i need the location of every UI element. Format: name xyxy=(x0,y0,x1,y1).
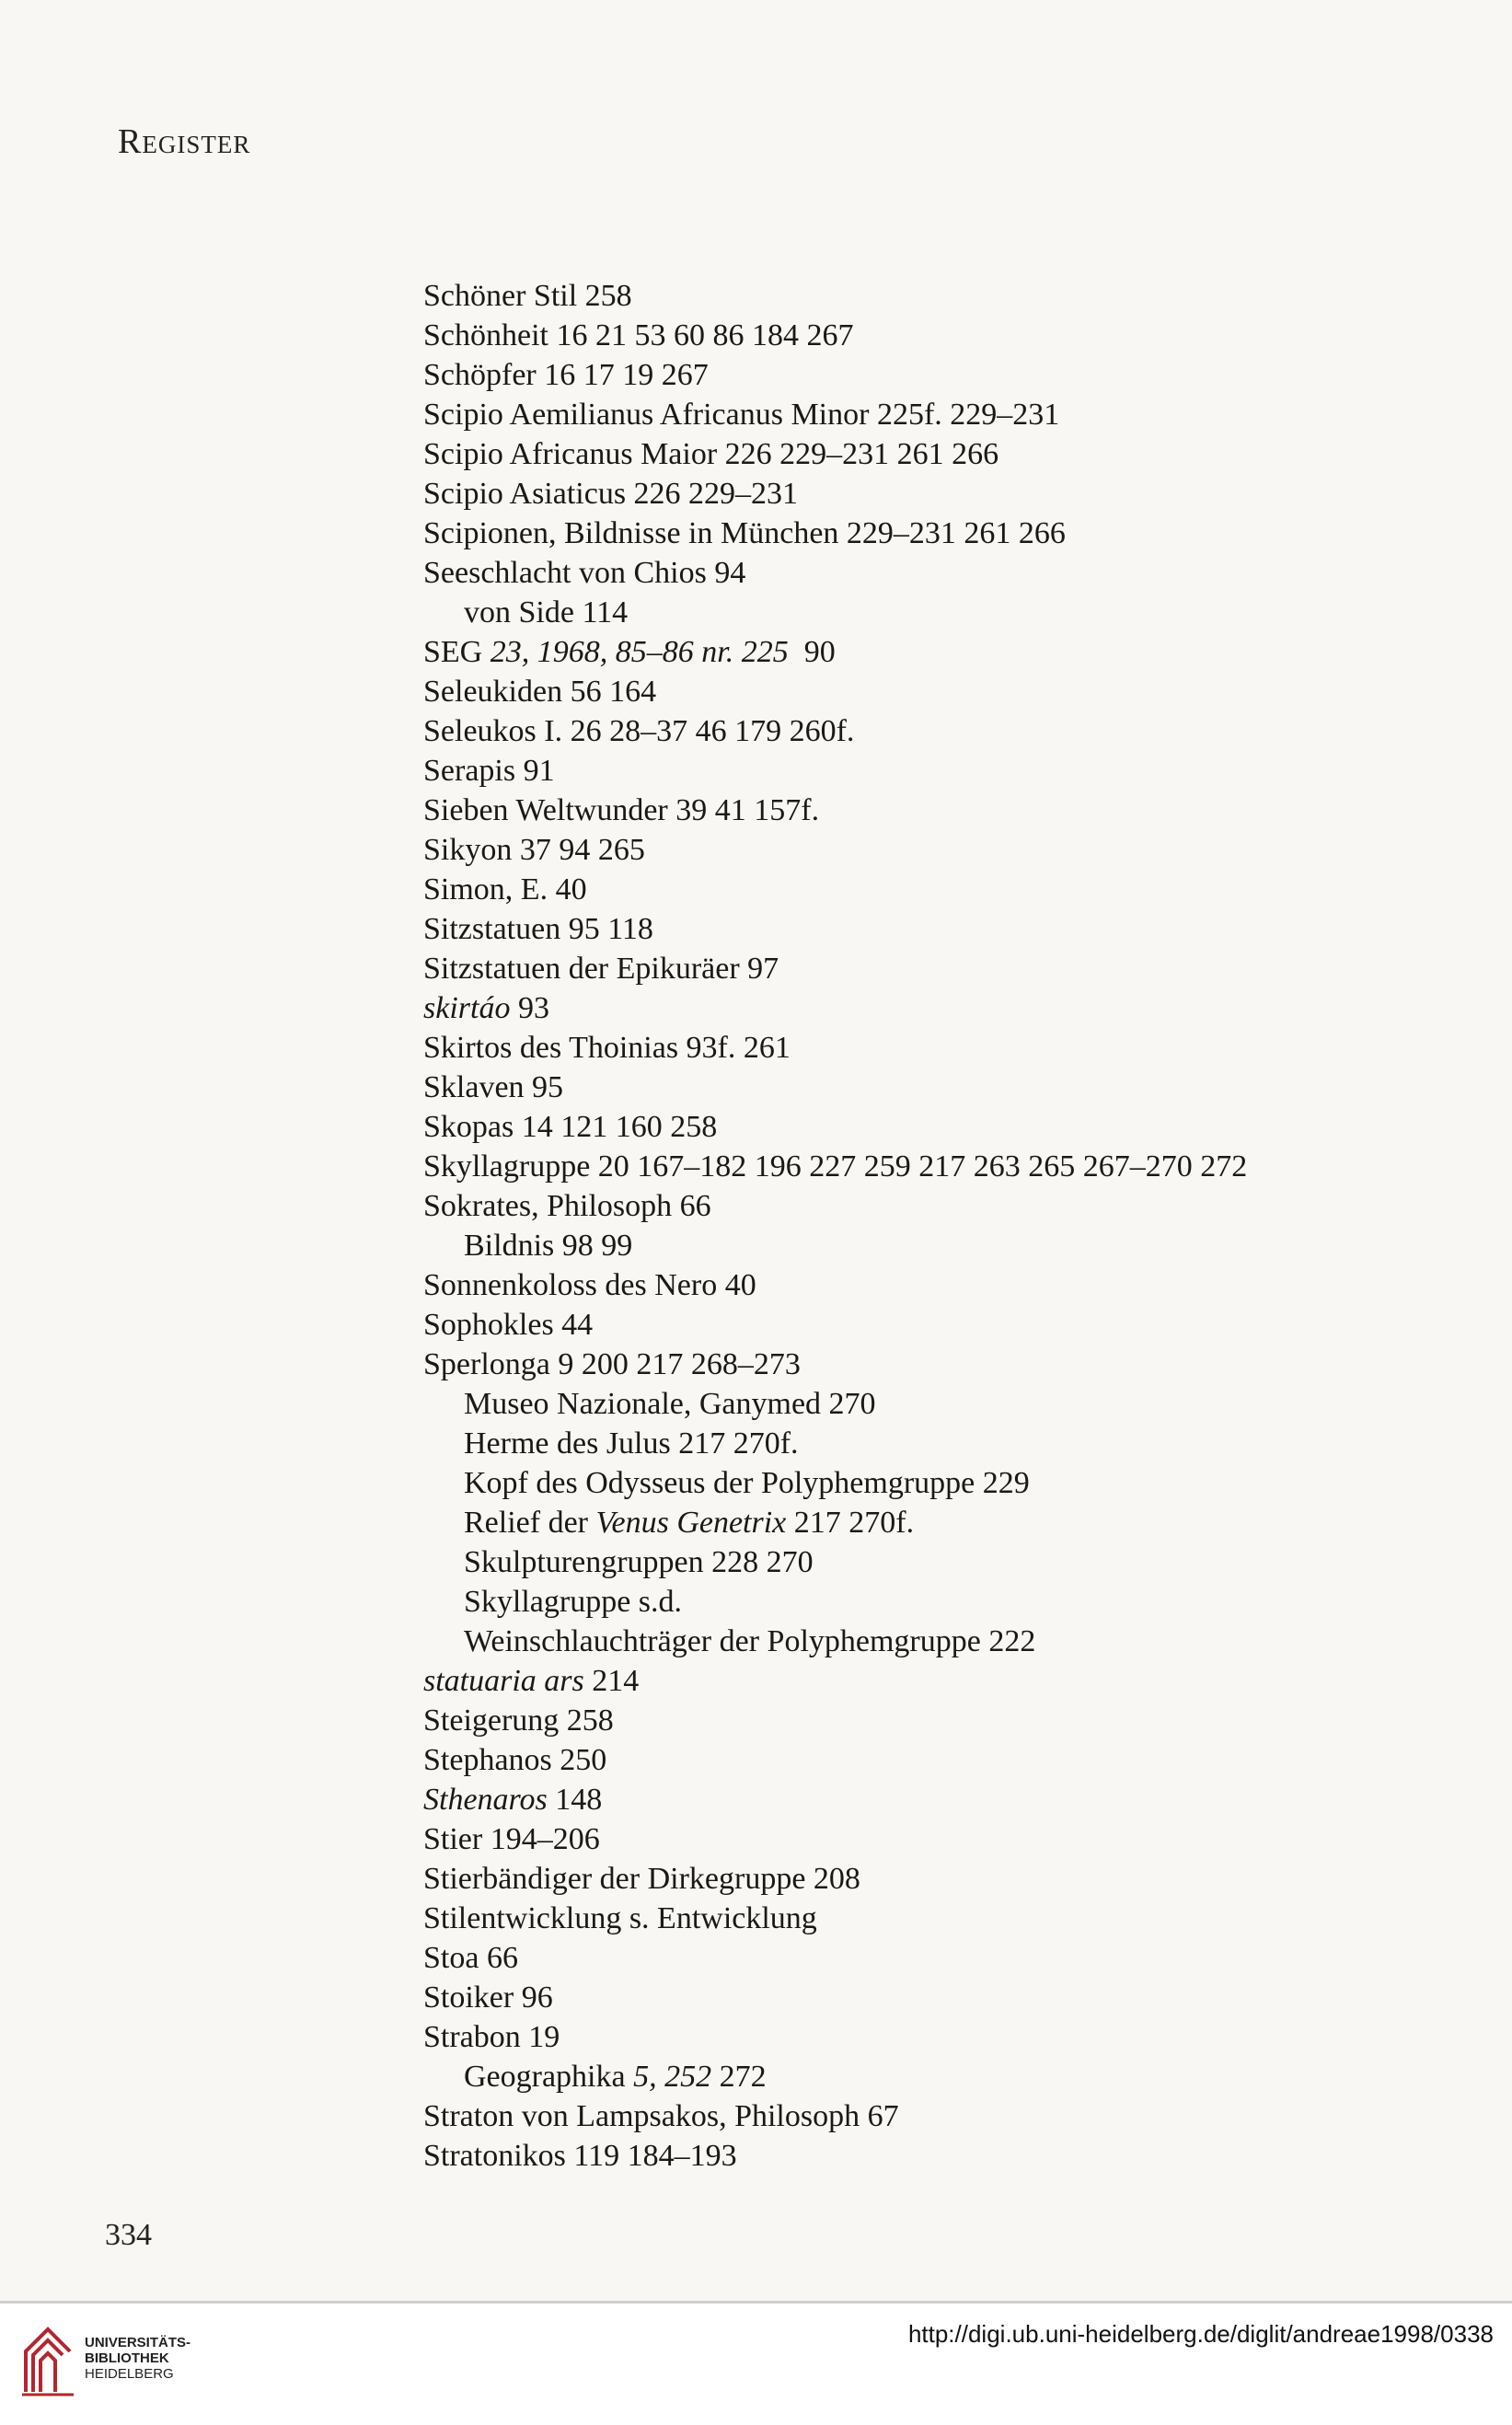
register-entry xyxy=(423,830,1436,870)
register-subentry xyxy=(423,1384,1436,1424)
entry-text: Sophokles 44 xyxy=(423,1308,594,1342)
entry-text: von Side 114 xyxy=(464,595,629,629)
register-entry xyxy=(423,672,1436,711)
library-name-line-3: HEIDELBERG xyxy=(85,2366,174,2382)
entry-text: Skulpturengruppen 228 270 xyxy=(464,1545,814,1579)
entry-text: Seleukiden 56 164 xyxy=(423,675,657,709)
entry-text: Stoa 66 xyxy=(423,1941,518,1975)
register-subentry xyxy=(423,593,1436,632)
entry-text: Strabon 19 xyxy=(423,2020,560,2054)
register-entry xyxy=(423,1068,1436,1107)
register-entry xyxy=(423,1859,1436,1899)
source-url-link[interactable]: http://digi.ub.uni-heidelberg.de/diglit/andreae1998/0338 xyxy=(907,2320,1494,2348)
register-subentry xyxy=(423,1463,1436,1503)
entry-references: 214 xyxy=(583,1664,640,1698)
entry-text: Weinschlauchträger der Polyphemgruppe 222 xyxy=(464,1624,1036,1658)
register-entry xyxy=(423,870,1436,909)
entry-text: Schöpfer 16 17 19 267 xyxy=(423,358,709,392)
entry-text: Sieben Weltwunder 39 41 157f. xyxy=(423,793,820,827)
entry-text: SEG xyxy=(423,635,491,669)
entry-text: Relief der xyxy=(464,1506,596,1540)
register-entry xyxy=(423,276,1436,316)
entry-references: 148 xyxy=(547,1783,603,1817)
register-entry xyxy=(423,711,1436,751)
entry-text: Skirtos des Thoinias 93f. 261 xyxy=(423,1031,791,1065)
entry-text: Sitzstatuen der Epikuräer 97 xyxy=(423,952,779,986)
register-entry xyxy=(423,1305,1436,1345)
entry-text: Seleukos I. 26 28–37 46 179 260f. xyxy=(423,714,855,748)
library-name-line-2: BIBLIOTHEK xyxy=(85,2350,169,2366)
entry-text: Stratonikos 119 184–193 xyxy=(423,2139,737,2173)
entry-text: Scipio Aemilianus Africanus Minor 225f. 229–231 xyxy=(423,398,1060,432)
entry-text: Sonnenkoloss des Nero 40 xyxy=(423,1268,756,1302)
entry-text: Geographika xyxy=(464,2060,634,2094)
entry-text: Sikyon 37 94 265 xyxy=(423,833,645,867)
entry-text: Stierbändiger der Dirkegruppe 208 xyxy=(423,1862,860,1896)
entry-text: Scipio Asiaticus 226 229–231 xyxy=(423,477,799,511)
register-subentry xyxy=(423,1226,1436,1265)
register-entry xyxy=(423,1701,1436,1740)
register-entry xyxy=(423,553,1436,593)
entry-text: Simon, E. 40 xyxy=(423,872,587,906)
library-name xyxy=(85,2335,190,2382)
entry-text: Skyllagruppe s.d. xyxy=(464,1585,683,1619)
register-entry xyxy=(423,791,1436,830)
register-subentry xyxy=(423,1542,1436,1582)
register-entry xyxy=(423,988,1436,1028)
entry-italic-text: 5, 252 xyxy=(633,2060,712,2094)
library-name-line-1: UNIVERSITÄTS- xyxy=(85,2335,191,2350)
entry-text: Sklaven 95 xyxy=(423,1070,564,1104)
entry-text: Herme des Julus 217 270f. xyxy=(464,1426,799,1461)
entry-italic-text: statuaria ars xyxy=(423,1664,584,1698)
entry-text: Stoiker 96 xyxy=(423,1980,553,2015)
entry-text: Sokrates, Philosoph 66 xyxy=(423,1189,711,1223)
entry-references: 90 xyxy=(788,635,836,669)
register-entry xyxy=(423,2136,1436,2176)
register-entry xyxy=(423,2017,1436,2057)
register-entry xyxy=(423,949,1436,988)
entry-italic-text: skirtáo xyxy=(423,991,511,1025)
entry-text: Straton von Lampsakos, Philosoph 67 xyxy=(423,2099,899,2133)
entry-italic-text: 23, 1968, 85–86 nr. 225 xyxy=(490,635,789,669)
register-entry xyxy=(423,316,1436,355)
register-entry xyxy=(423,1819,1436,1859)
entry-references: 217 270f. xyxy=(786,1506,915,1540)
register-entry xyxy=(423,632,1436,672)
entry-text: Steigerung 258 xyxy=(423,1703,614,1738)
entry-text: Schöner Stil 258 xyxy=(423,279,632,313)
register-entry xyxy=(423,1899,1436,1938)
register-entry xyxy=(423,1186,1436,1226)
register-entry xyxy=(423,1107,1436,1147)
register-entry xyxy=(423,514,1436,553)
register-entry xyxy=(423,1938,1436,1978)
register-entry xyxy=(423,1345,1436,1384)
register-entry xyxy=(423,474,1436,514)
digitization-footer xyxy=(0,2301,1512,2425)
page-number: 334 xyxy=(105,2218,152,2252)
entry-text: Skyllagruppe 20 167–182 196 227 259 217 263 265 267–270 272 xyxy=(423,1149,1248,1184)
register-entry xyxy=(423,1028,1436,1068)
register-entry xyxy=(423,434,1436,474)
entry-text: Scipio Africanus Maior 226 229–231 261 266 xyxy=(423,437,999,471)
register-subentry xyxy=(423,1424,1436,1463)
entry-text: Museo Nazionale, Ganymed 270 xyxy=(464,1387,876,1421)
register-subentry xyxy=(423,2057,1436,2096)
entry-text: Sperlonga 9 200 217 268–273 xyxy=(423,1347,801,1381)
register-entry xyxy=(423,1265,1436,1305)
entry-text: Bildnis 98 99 xyxy=(464,1229,633,1263)
entry-italic-text: Venus Genetrix xyxy=(595,1506,787,1540)
register-entry xyxy=(423,1740,1436,1780)
entry-references: 93 xyxy=(510,991,549,1025)
register-entry xyxy=(423,395,1436,434)
entry-text: Serapis 91 xyxy=(423,754,555,788)
entry-italic-text: Sthenaros xyxy=(423,1783,548,1817)
register-entry xyxy=(423,1978,1436,2017)
register-entry xyxy=(423,1780,1436,1819)
register-subentry xyxy=(423,1503,1436,1542)
register-entry xyxy=(423,2096,1436,2136)
register-entry xyxy=(423,909,1436,949)
entry-text: Kopf des Odysseus der Polyphemgruppe 229 xyxy=(464,1466,1030,1500)
register-entry xyxy=(423,1147,1436,1186)
entry-text: Schönheit 16 21 53 60 86 184 267 xyxy=(423,318,854,352)
entry-text: Stier 194–206 xyxy=(423,1822,600,1856)
register-entry-list xyxy=(423,276,1436,2176)
entry-references: 272 xyxy=(711,2060,767,2094)
entry-text: Seeschlacht von Chios 94 xyxy=(423,556,746,590)
library-logo-icon xyxy=(20,2324,75,2397)
register-entry xyxy=(423,1661,1436,1701)
entry-text: Stilentwicklung s. Entwicklung xyxy=(423,1901,817,1935)
register-subentry xyxy=(423,1622,1436,1661)
entry-text: Skopas 14 121 160 258 xyxy=(423,1110,718,1144)
entry-text: Stephanos 250 xyxy=(423,1743,607,1777)
register-entry xyxy=(423,751,1436,791)
entry-text: Scipionen, Bildnisse in München 229–231 261 266 xyxy=(423,516,1066,550)
entry-text: Sitzstatuen 95 118 xyxy=(423,912,653,946)
register-subentry xyxy=(423,1582,1436,1622)
register-entry xyxy=(423,355,1436,395)
running-header: Register xyxy=(118,122,251,161)
